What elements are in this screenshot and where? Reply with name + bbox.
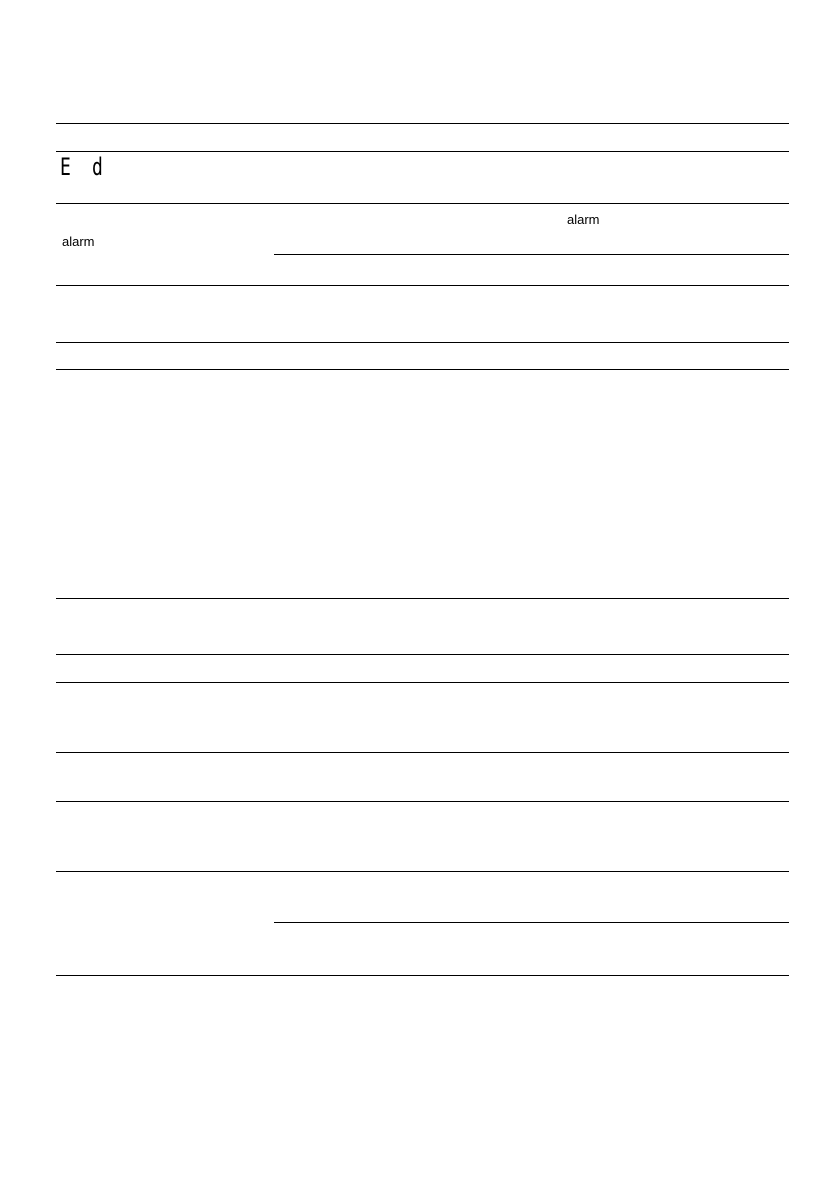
table-rule xyxy=(56,203,789,204)
table-rule xyxy=(56,285,789,286)
table-rule xyxy=(56,654,789,655)
table-rule xyxy=(56,752,789,753)
table-rule xyxy=(56,682,789,683)
table-rule xyxy=(56,975,789,976)
table-rule xyxy=(56,151,789,152)
alarm-label-left: alarm xyxy=(62,234,95,249)
table-rule xyxy=(56,123,789,124)
display-code-e: E xyxy=(60,153,71,181)
table-rule xyxy=(274,922,789,923)
table-rule xyxy=(56,369,789,370)
alarm-label-right: alarm xyxy=(567,212,600,227)
table-rule xyxy=(274,254,789,255)
table-rule xyxy=(56,871,789,872)
table-rule xyxy=(56,598,789,599)
display-code-d: d xyxy=(92,153,103,181)
table-rule xyxy=(56,801,789,802)
table-rule xyxy=(56,342,789,343)
